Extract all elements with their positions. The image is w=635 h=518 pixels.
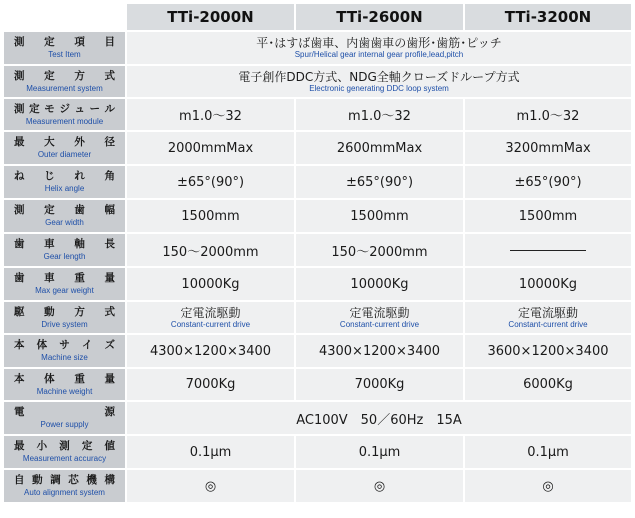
value-power-supply: AC100V 50／60Hz 15A bbox=[127, 402, 631, 434]
value-gear-length-tti-3200n bbox=[465, 234, 631, 266]
label-measurement-system bbox=[4, 66, 125, 97]
value-jp: 定電流駆動 bbox=[517, 305, 578, 320]
label-jp: 本 体 サ イ ズ bbox=[14, 339, 115, 351]
row-machine-size bbox=[4, 335, 631, 367]
label-measurement-module bbox=[4, 99, 125, 130]
label-outer-diameter bbox=[4, 132, 125, 164]
model-header-tti-2000n: TTi-2000N bbox=[127, 4, 294, 30]
label-en: Measurement module bbox=[25, 116, 104, 126]
value-jp: 電子創作DDC方式、NDG全軸クローズドループ方式 bbox=[238, 69, 520, 84]
row-max-gear-weight bbox=[4, 268, 631, 300]
label-gear-length bbox=[4, 234, 125, 266]
value-measurement-module-tti-2000n: m1.0～32 bbox=[127, 99, 294, 130]
row-auto-alignment bbox=[4, 470, 631, 502]
label-power-supply bbox=[4, 402, 125, 434]
label-en: Helix angle bbox=[44, 184, 85, 193]
row-measurement-module bbox=[4, 99, 631, 130]
label-jp: 自 動 調 芯 機 構 bbox=[14, 474, 115, 486]
value-drive-system-tti-3200n bbox=[465, 302, 631, 333]
label-gear-width bbox=[4, 200, 125, 232]
label-en: Auto alignment system bbox=[24, 488, 105, 497]
value-machine-size-tti-3200n: 3600×1200×3400 bbox=[465, 335, 631, 367]
value-en: Constant-current drive bbox=[339, 319, 420, 329]
value-machine-weight-tti-2000n: 7000Kg bbox=[127, 369, 294, 400]
label-auto-alignment bbox=[4, 470, 125, 502]
row-outer-diameter bbox=[4, 132, 631, 164]
header-corner bbox=[4, 4, 125, 30]
label-en: Test Item bbox=[48, 50, 81, 59]
label-en: Measurement system bbox=[26, 83, 103, 93]
value-jp: 定電流駆動 bbox=[349, 305, 410, 320]
label-jp: 測定モジュール bbox=[14, 102, 115, 115]
row-gear-length bbox=[4, 234, 631, 266]
value-max-gear-weight-tti-2600n: 10000Kg bbox=[296, 268, 463, 300]
row-drive-system bbox=[4, 302, 631, 333]
label-jp: 測 定 方 式 bbox=[14, 69, 115, 82]
label-test-item bbox=[4, 32, 125, 64]
value-measurement-module-tti-3200n: m1.0～32 bbox=[465, 99, 631, 130]
value-helix-angle-tti-3200n: ±65°(90°) bbox=[465, 166, 631, 198]
label-jp: 最 大 外 径 bbox=[14, 136, 115, 148]
label-helix-angle bbox=[4, 166, 125, 198]
value-max-gear-weight-tti-3200n: 10000Kg bbox=[465, 268, 631, 300]
value-gear-width-tti-2600n: 1500mm bbox=[296, 200, 463, 232]
label-machine-weight bbox=[4, 369, 125, 400]
label-en: Max gear weight bbox=[35, 286, 94, 295]
header-row bbox=[4, 4, 631, 30]
label-jp: 電 源 bbox=[14, 406, 115, 418]
label-en: Gear width bbox=[45, 218, 84, 227]
value-gear-width-tti-2000n: 1500mm bbox=[127, 200, 294, 232]
value-measurement-accuracy-tti-2600n: 0.1μm bbox=[296, 436, 463, 468]
value-drive-system-tti-2600n bbox=[296, 302, 463, 333]
value-machine-size-tti-2600n: 4300×1200×3400 bbox=[296, 335, 463, 367]
label-jp: 測 定 歯 幅 bbox=[14, 204, 115, 216]
value-measurement-module-tti-2600n: m1.0～32 bbox=[296, 99, 463, 130]
row-test-item bbox=[4, 32, 631, 64]
value-machine-size-tti-2000n: 4300×1200×3400 bbox=[127, 335, 294, 367]
value-en: Electronic generating DDC loop system bbox=[309, 83, 449, 93]
value-en: Constant-current drive bbox=[508, 319, 588, 329]
label-jp: 測 定 項 目 bbox=[14, 36, 115, 48]
model-header-tti-3200n: TTi-3200N bbox=[465, 4, 631, 30]
value-drive-system-tti-2000n bbox=[127, 302, 294, 333]
value-helix-angle-tti-2600n: ±65°(90°) bbox=[296, 166, 463, 198]
value-machine-weight-tti-3200n: 6000Kg bbox=[465, 369, 631, 400]
label-jp: 最 小 測 定 値 bbox=[14, 440, 115, 452]
value-machine-weight-tti-2600n: 7000Kg bbox=[296, 369, 463, 400]
value-outer-diameter-tti-3200n: 3200mmMax bbox=[465, 132, 631, 164]
row-machine-weight bbox=[4, 369, 631, 400]
value-jp: 定電流駆動 bbox=[180, 305, 241, 320]
value-auto-alignment-tti-3200n: ◎ bbox=[465, 470, 631, 502]
value-measurement-accuracy-tti-2000n: 0.1μm bbox=[127, 436, 294, 468]
value-measurement-accuracy-tti-3200n: 0.1μm bbox=[465, 436, 631, 468]
row-gear-width bbox=[4, 200, 631, 232]
label-en: Machine weight bbox=[36, 386, 93, 396]
model-header-tti-2600n: TTi-2600N bbox=[296, 4, 463, 30]
not-applicable-dash bbox=[510, 250, 586, 251]
row-measurement-accuracy bbox=[4, 436, 631, 468]
row-measurement-system bbox=[4, 66, 631, 97]
value-max-gear-weight-tti-2000n: 10000Kg bbox=[127, 268, 294, 300]
label-jp: 本 体 重 量 bbox=[14, 372, 115, 385]
value-test-item bbox=[127, 32, 631, 64]
value-auto-alignment-tti-2000n: ◎ bbox=[127, 470, 294, 502]
value-en: Spur/Helical gear internal gear profile,lead,pitch bbox=[294, 50, 464, 59]
label-jp: 歯 車 重 量 bbox=[14, 272, 115, 284]
value-en: Constant-current drive bbox=[170, 319, 251, 329]
value-outer-diameter-tti-2600n: 2600mmMax bbox=[296, 132, 463, 164]
label-en: Outer diameter bbox=[37, 150, 92, 159]
value-gear-length-tti-2600n: 150～2000mm bbox=[296, 234, 463, 266]
label-jp: 駆 動 方 式 bbox=[14, 305, 115, 318]
label-jp: ね じ れ 角 bbox=[14, 170, 115, 182]
value-gear-width-tti-3200n: 1500mm bbox=[465, 200, 631, 232]
label-jp: 歯 車 軸 長 bbox=[14, 238, 115, 250]
value-helix-angle-tti-2000n: ±65°(90°) bbox=[127, 166, 294, 198]
label-drive-system bbox=[4, 302, 125, 333]
value-gear-length-tti-2000n: 150～2000mm bbox=[127, 234, 294, 266]
label-en: Gear length bbox=[43, 252, 86, 261]
label-max-gear-weight bbox=[4, 268, 125, 300]
spec-table bbox=[2, 2, 633, 504]
row-helix-angle bbox=[4, 166, 631, 198]
label-machine-size bbox=[4, 335, 125, 367]
label-measurement-accuracy bbox=[4, 436, 125, 468]
value-outer-diameter-tti-2000n: 2000mmMax bbox=[127, 132, 294, 164]
label-en: Drive system bbox=[41, 319, 88, 329]
value-measurement-system bbox=[127, 66, 631, 97]
label-en: Machine size bbox=[41, 353, 88, 362]
value-auto-alignment-tti-2600n: ◎ bbox=[296, 470, 463, 502]
label-en: Measurement accuracy bbox=[22, 454, 107, 463]
label-en: Power supply bbox=[40, 420, 89, 429]
row-power-supply bbox=[4, 402, 631, 434]
value-jp: 平･はすば歯車、内歯歯車の歯形･歯筋･ピッチ bbox=[256, 36, 502, 50]
